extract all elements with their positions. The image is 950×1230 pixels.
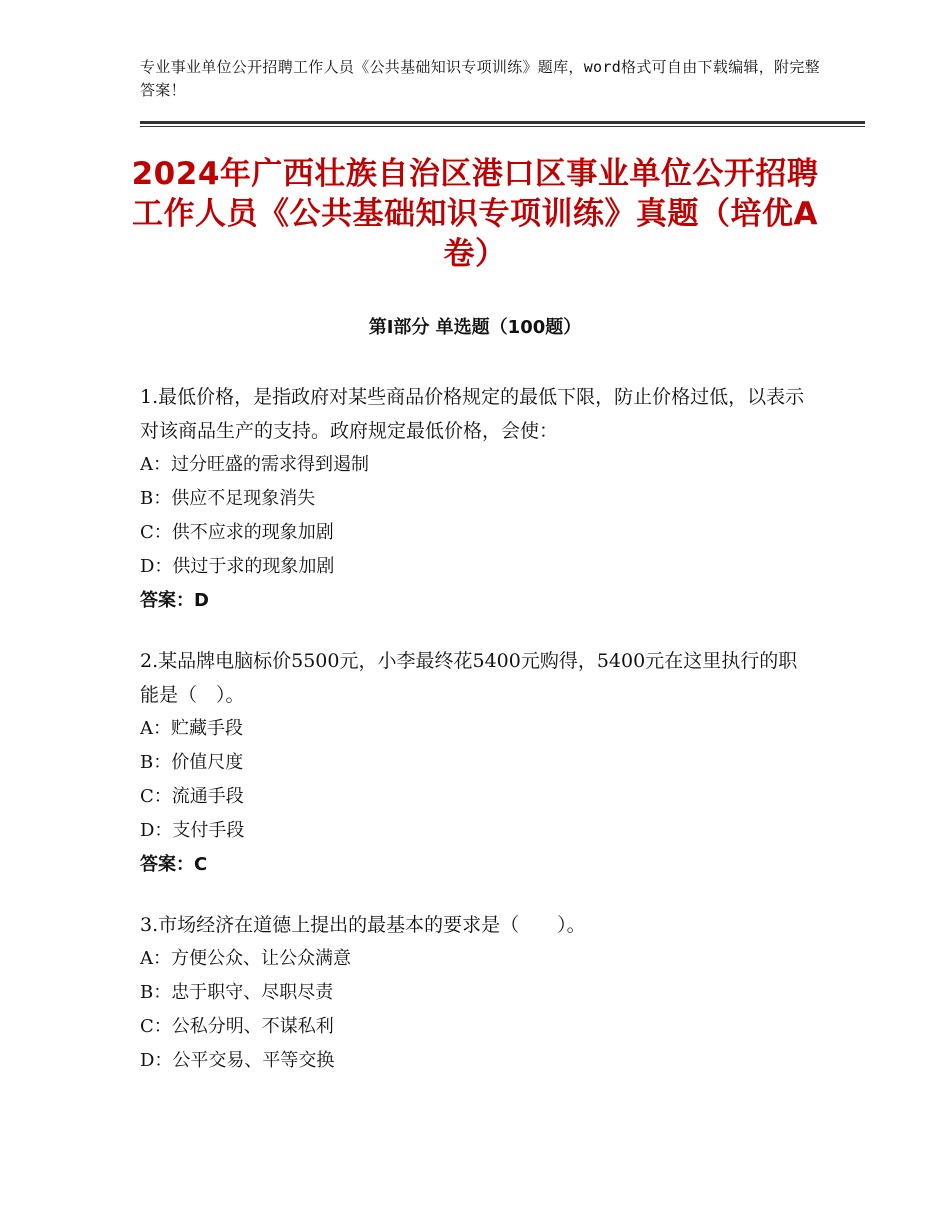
- question-text: 2.某品牌电脑标价5500元，小李最终花5400元购得，5400元在这里执行的职能是（ ）。: [140, 650, 798, 706]
- question-2: [140, 644, 810, 882]
- question-text: 1.最低价格，是指政府对某些商品价格规定的最低下限，防止价格过低，以表示对该商品生产的支持。政府规定最低价格，会使：: [140, 386, 805, 442]
- question-3: [140, 908, 810, 1078]
- option-b: B：忠于职守、尽职尽责: [140, 982, 334, 1003]
- option-b: B：价值尺度: [140, 752, 244, 773]
- option-d: D：供过于求的现象加剧: [140, 556, 335, 577]
- option-d: D：公平交易、平等交换: [140, 1050, 335, 1071]
- option-a: A：方便公众、让公众满意: [140, 948, 351, 969]
- option-c: C：流通手段: [140, 786, 244, 807]
- document-title: 2024年广西壮族自治区港口区事业单位公开招聘工作人员《公共基础知识专项训练》真题（培优A卷）: [131, 156, 819, 272]
- option-b: B：供应不足现象消失: [140, 488, 316, 509]
- option-c: C：供不应求的现象加剧: [140, 522, 334, 543]
- header-divider-thin: [140, 126, 865, 127]
- section-title: 第Ⅰ部分 单选题（100题）: [368, 317, 582, 338]
- option-d: D：支付手段: [140, 820, 245, 841]
- option-a: A：贮藏手段: [140, 718, 243, 739]
- question-list: [140, 380, 810, 1104]
- question-1: [140, 380, 810, 618]
- answer: 答案：C: [140, 854, 208, 875]
- header-divider-thick: [140, 121, 865, 124]
- option-c: C：公私分明、不谋私利: [140, 1016, 334, 1037]
- question-text: 3.市场经济在道德上提出的最基本的要求是（ ）。: [140, 914, 586, 936]
- answer: 答案：D: [140, 590, 209, 611]
- option-a: A：过分旺盛的需求得到遏制: [140, 454, 369, 475]
- header-note: 专业事业单位公开招聘工作人员《公共基础知识专项训练》题库，word格式可自由下载编辑，附完整答案！: [140, 58, 820, 99]
